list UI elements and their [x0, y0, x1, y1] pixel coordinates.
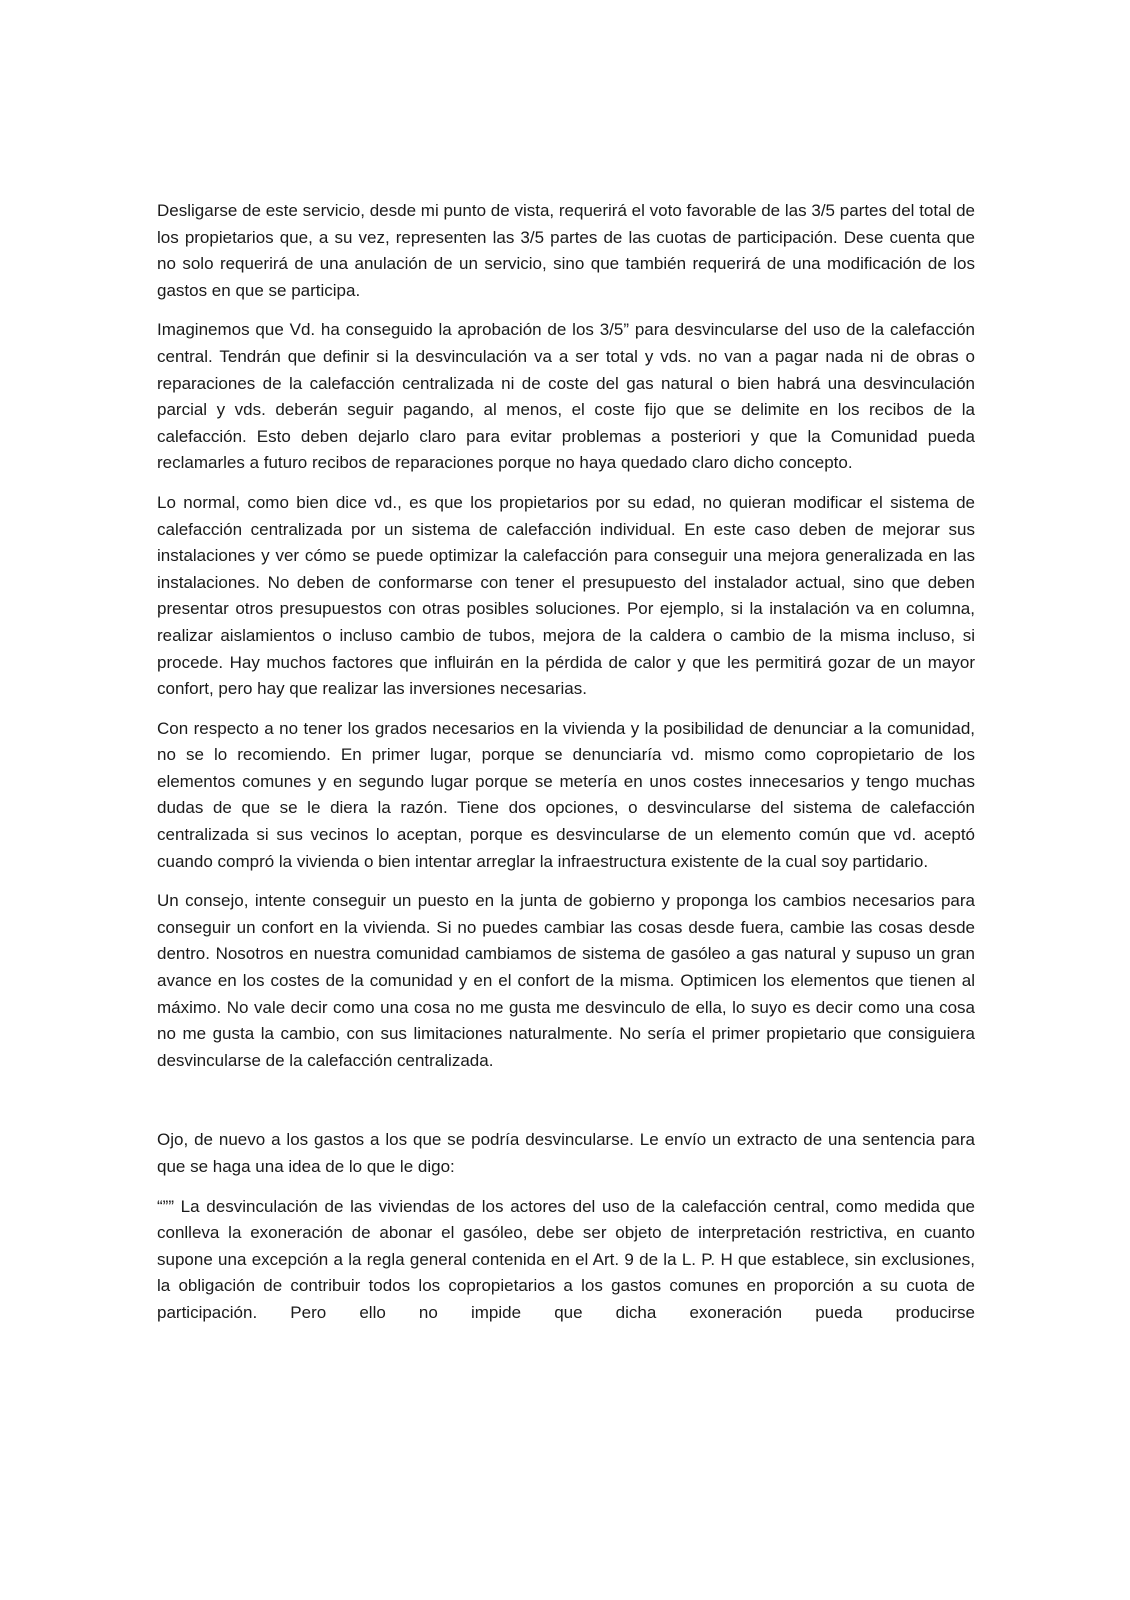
paragraph-consejo: Un consejo, intente conseguir un puesto en la junta de gobierno y proponga los cambios necesarios para conseguir un confort en la vivienda. Si no puedes cambiar las cosas desde fuera, cambie las cosas desde dentro. Nosotros en nuestra comunidad cambiamos de sistema de gasóleo a gas natural y supuso un gran avance en los costes de la comunidad y en el confort de la misma. Optimicen los elementos que tienen al máximo. No vale decir como una cosa no me gusta me desvinculo de ella, lo suyo es decir como una cosa no me gusta la cambio, con sus limitaciones naturalmente. No sería el primer propietario que consiguiera desvincularse de la calefacción centralizada.: [157, 891, 975, 1070]
paragraph-quorum: Desligarse de este servicio, desde mi punto de vista, requerirá el voto favorable de las 3/5 partes del total de los propietarios que, a su vez, representen las 3/5 partes de las cuotas de participación. Dese cuenta que no solo requerirá de una anulación de un servicio, sino que también requerirá de una modificación de los gastos en que se participa.: [157, 201, 975, 300]
paragraph-denuncia: Con respecto a no tener los grados necesarios en la vivienda y la posibilidad de denunciar a la comunidad, no se lo recomiendo. En primer lugar, porque se denunciaría vd. mismo como copropietario de los elementos comunes y en segundo lugar porque se metería en unos costes innecesarios y tengo muchas dudas de que se le diera la razón. Tiene dos opciones, o desvincularse del sistema de calefacción centralizada si sus vecinos lo aceptan, porque es desvincularse de un elemento común que vd. aceptó cuando compró la vivienda o bien intentar arreglar la infraestructura existente de la cual soy partidario.: [157, 718, 975, 871]
paragraph-desvinculacion: Imaginemos que Vd. ha conseguido la aprobación de los 3/5” para desvincularse del uso de la calefacción central. Tendrán que definir si la desvinculación va a ser total y vds. no van a pagar nada ni de obras o reparaciones de la calefacción centralizada ni de coste del gas natural o bien habrá una desvinculación parcial y vds. deberán seguir pagando, al menos, el coste fijo que se delimite en los recibos de la calefacción. Esto deben dejarlo claro para evitar problemas a posteriori y que la Comunidad pueda reclamarles a futuro recibos de reparaciones porque no haya quedado claro dicho concepto.: [157, 320, 975, 473]
paragraph-mejoras: Lo normal, como bien dice vd., es que los propietarios por su edad, no quieran modificar el sistema de calefacción centralizada por un sistema de calefacción individual. En este caso deben de mejorar sus instalaciones y ver cómo se puede optimizar la calefacción para conseguir una mejora generalizada en las instalaciones. No deben de conformarse con tener el presupuesto del instalador actual, sino que deben presentar otros presupuestos con otras posibles soluciones. Por ejemplo, si la instalación va en columna, realizar aislamientos o incluso cambio de tubos, mejora de la caldera o cambio de la misma incluso, si procede. Hay muchos factores que influirán en la pérdida de calor y que les permitirá gozar de un mayor confort, pero hay que realizar las inversiones necesarias.: [157, 492, 975, 699]
section-spacer: [157, 1087, 975, 1127]
document-body: [157, 198, 975, 1340]
paragraph-sentencia: “”” La desvinculación de las viviendas de los actores del uso de la calefacción central, como medida que conlleva la exoneración de abonar el gasóleo, debe ser objeto de interpretación restrictiva, en cuanto supone una excepción a la regla general contenida en el Art. 9 de la L. P. H que establece, sin exclusiones, la obligación de contribuir todos los copropietarios a los gastos comunes en proporción a su cuota de participación. Pero ello no impide que dicha exoneración pueda producirse: [157, 1196, 975, 1322]
paragraph-ojo: Ojo, de nuevo a los gastos a los que se podría desvincularse. Le envío un extracto de una sentencia para que se haga una idea de lo que le digo:: [157, 1130, 975, 1176]
